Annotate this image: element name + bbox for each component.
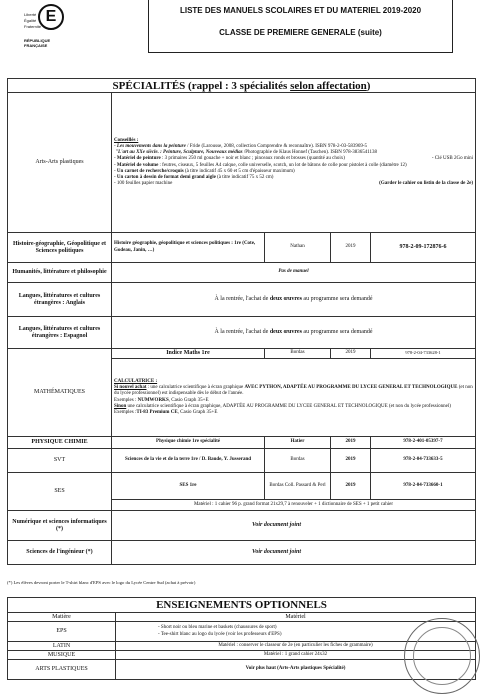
subject-hlp: Humanités, littérature et philosophie — [8, 263, 112, 283]
school-stamp — [404, 618, 480, 694]
ses-year: 2019 — [331, 473, 371, 500]
si-note: Voir document joint — [112, 541, 476, 565]
ses-isbn: 978-2-04-733660-1 — [371, 473, 476, 500]
ses-editor: Bordas Coll. Passard & Perl — [265, 473, 331, 500]
col-materiel: Matériel — [116, 613, 476, 622]
option-arts: ARTS PLASTIQUES — [8, 660, 116, 680]
arts-option-details: Voir plus haut (Arts-Arts plastiques Spécialité) — [116, 660, 476, 680]
pc-editor: Hatier — [265, 437, 331, 449]
hggsp-editor: Nathan — [265, 233, 331, 263]
logo-line: RÉPUBLIQUE — [24, 38, 51, 43]
title-text: SPÉCIALITÉS (rappel : 3 spécialités — [112, 79, 291, 92]
maths-book: Indice Maths 1re — [112, 349, 265, 359]
arts-materiel-1: - Matériel de peinture : 3 primaires 250 ml gouache + noir et blanc ; pinceaux ronds et brosses (quantité au choix) - Clé USB 2Go mini — [114, 156, 474, 162]
maths-editor: Bordas — [265, 349, 331, 359]
arts-materiel-3: - Un carnet de recherche/croquis (à titre indicatif 45 x 60 et 5 cm d'épaisseur maximum) — [114, 168, 295, 174]
eps-line-1: - Short noir ou bleu marine et baskets (chaussures de sport) — [158, 625, 277, 631]
pc-isbn: 978-2-401-05397-7 — [371, 437, 476, 449]
subject-nsi: Numérique et sciences informatiques (*) — [8, 511, 112, 541]
arts-book-2: "L'art au XXe siècle. : Peinture, Sculpture, Nouveaux médias /Photographie de Klaus Honnef (Taschen). ISBN 978-3836541138 — [115, 150, 378, 156]
latin-details: Matériel : conserver le classeur de 2e (en particulier les fiches de grammaire) — [116, 642, 476, 651]
arts-materiel-4: - Un carton à dessin de format demi grand aigle (à titre indicatif 75 x 52 cm) — [114, 174, 274, 180]
ses-materiel: Matériel : 1 cahier 96 p. grand format 21x29,7 à renouveler + 1 dictionnaire de SES + 1 petit cahier — [112, 500, 476, 511]
options-title: ENSEIGNEMENTS OPTIONNELS — [8, 598, 476, 613]
title-end: ) — [366, 79, 371, 92]
anglais-note: À la rentrée, l'achat de deux œuvres au programme sera demandé — [112, 283, 476, 317]
svt-year: 2019 — [331, 449, 371, 473]
logo-line: Égalité — [24, 18, 37, 23]
option-latin: LATIN — [8, 642, 116, 651]
hggsp-book: Histoire géographie, géopolitique et sciences politiques : 1re (Cote, Godeau, Janin, …) — [112, 233, 265, 263]
logo-line: FRANÇAISE — [24, 43, 48, 48]
ses-book: SES 1re — [112, 473, 265, 500]
espagnol-note: À la rentrée, l'achat de deux œuvres au programme sera demandé — [112, 317, 476, 349]
logo-letter: E — [38, 4, 64, 30]
subject-si: Sciences de l'ingénieur (*) — [8, 541, 112, 565]
subject-arts: Arts-Arts plastiques — [8, 93, 112, 233]
specialites-title — [8, 79, 476, 93]
option-musique: MUSIQUE — [8, 651, 116, 660]
musique-details: Matériel : 1 grand cahier 24x32 — [116, 651, 476, 660]
eps-line-2: - Tee-shirt blanc au logo du lycée (voir les professeurs d'EPS) — [158, 631, 282, 637]
maths-year: 2019 — [331, 349, 371, 359]
option-eps: EPS — [8, 622, 116, 642]
document-header — [148, 0, 453, 53]
pc-year: 2019 — [331, 437, 371, 449]
document-title: LISTE DES MANUELS SCOLAIRES ET DU MATERIEL 2019-2020 — [179, 6, 422, 15]
republique-logo — [24, 4, 76, 50]
arts-materiel-5: - 100 feuilles papier machine (Garder le cahier ou listin de la classe de 2e) — [114, 181, 474, 187]
pc-book: Physique chimie 1re spécialité — [112, 437, 265, 449]
maths-isbn: 978-2-04-733628-1 — [371, 349, 476, 359]
col-matiere: Matière — [8, 613, 116, 622]
subject-pc: PHYSIQUE CHIMIE — [8, 437, 112, 449]
arts-materiel-2: - Matériel de volume : feutres, ciseaux, 5 feuilles A4 calque, colle universelle, scotch, un lot de bâtons de colle pour pistolet à colle (diamètre 12) — [114, 162, 407, 168]
nsi-note: Voir document joint — [112, 511, 476, 541]
calc-option-1: Si nouvel achat : une calculatrice scientifique à écran graphique AVEC PYTHON, ADAPTÉE AU PROGRAMME DU LYCEE GENERAL ET TECHNOLOGIQUE (et non du lycée professionnel) est indispensable dès le début de l'année. — [114, 385, 473, 397]
svt-book: Sciences de la vie et de la terre 1re / D. Baude, Y. Jusserand — [112, 449, 265, 473]
specialites-table — [7, 78, 476, 565]
subject-anglais: Langues, littératures et cultures étrangères : Anglais — [8, 283, 112, 317]
calculatrice-details — [112, 359, 476, 437]
hggsp-isbn: 978-2-09-172876-6 — [371, 233, 476, 263]
subject-hggsp: Histoire-géographie, Géopolitique et Sciences politiques — [8, 233, 112, 263]
title-underline: selon affectation — [290, 79, 367, 92]
subject-maths: MATHÉMATIQUES — [8, 349, 112, 437]
subject-espagnol: Langues, littératures et cultures étrangères : Espagnol — [8, 317, 112, 349]
hggsp-year: 2019 — [331, 233, 371, 263]
hlp-note: Pas de manuel — [112, 263, 476, 283]
logo-line: Liberté — [24, 12, 37, 17]
document-subtitle: CLASSE DE PREMIERE GENERALE (suite) — [219, 28, 382, 37]
subject-ses: SES — [8, 473, 112, 511]
conseils-label: Conseillés : — [114, 137, 139, 143]
calc-examples-2: Exemples :TI-83 Premium CE, Casio Graph 35+E — [114, 409, 218, 415]
arts-details — [112, 93, 476, 233]
arts-book-1: - Les mouvements dans la peinture / Fride (Larousse, 2008, collection Comprendre & reconnaître). ISBN 978-2-03-583969-5 — [114, 143, 368, 149]
svt-isbn: 978-2-04-733633-5 — [371, 449, 476, 473]
subject-svt: SVT — [8, 449, 112, 473]
calc-option-2: Sinon une calculatrice scientifique à écran graphique, ADAPTÉE AU PROGRAMME DU LYCEE GENERAL ET TECHNOLOGIQUE (et non du lycée professionnel) — [114, 403, 451, 409]
calc-examples-1: Exemples : NUMWORKS, Casio Graph 35+E — [114, 397, 209, 403]
svt-editor: Bordas — [265, 449, 331, 473]
logo-line: Fraternité — [24, 24, 42, 29]
footnote: (*) Les élèves devront porter le T-shirt blanc d'EPS avec le logo du Lycée Centre Sud (achat à prévoir) — [7, 580, 196, 585]
calc-title: CALCULATRICE : — [114, 378, 158, 384]
